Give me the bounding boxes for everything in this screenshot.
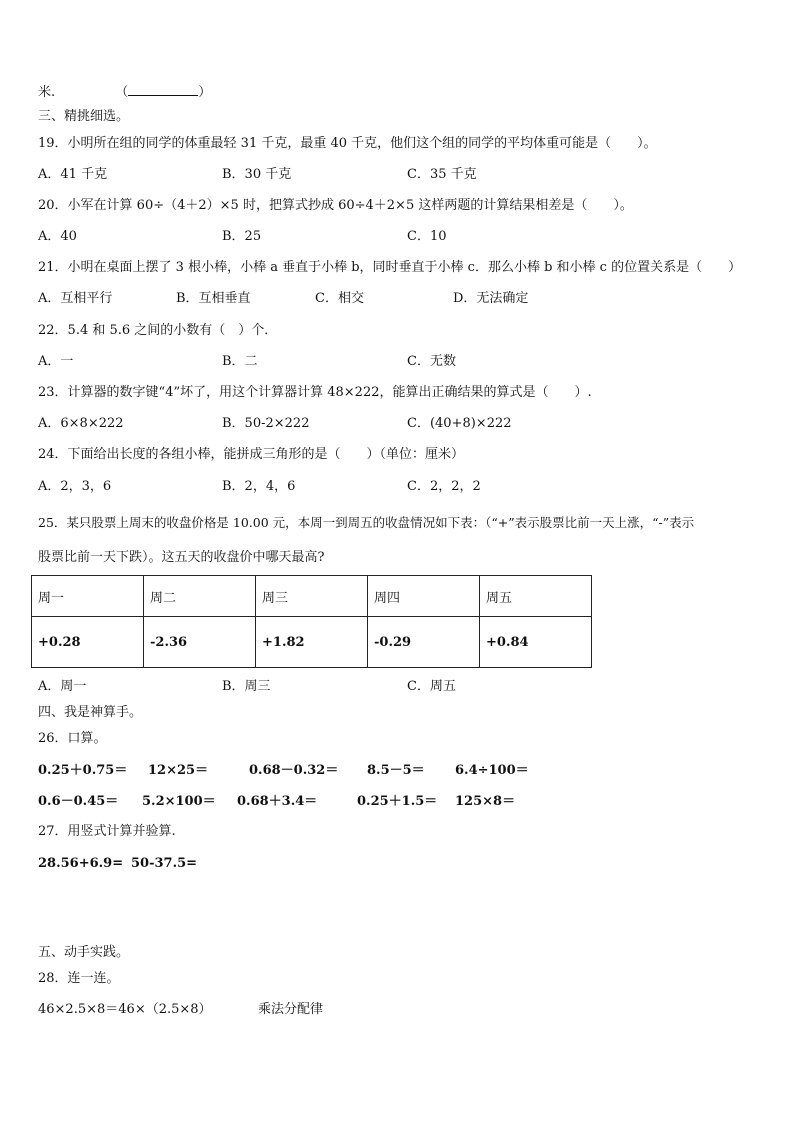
q24-option-c[interactable]: C．2，2，2 [407,479,481,494]
table-header-cell: 周四 [368,576,480,617]
q22-option-b[interactable]: B．二 [222,354,258,369]
section-3-title: 三、精挑细选。 [38,109,130,124]
table-header-cell: 周三 [256,576,368,617]
table-cell: -0.29 [368,617,480,668]
oral-calc-item: 12×25＝ [148,763,209,778]
question-26: 26．口算。 [38,731,107,746]
q22-option-a[interactable]: A．一 [38,354,74,369]
q25-option-b[interactable]: B．周三 [222,679,271,694]
stock-change-table [31,575,592,668]
section-5-title: 五、动手实践。 [38,945,130,960]
q21-option-a[interactable]: A．互相平行 [38,291,113,306]
table-header-cell: 周五 [480,576,592,617]
oral-calc-item: 0.25＋1.5＝ [357,794,438,809]
question-19: 19．小明所在组的同学的体重最轻 31 千克，最重 40 千克，他们这个组的同学的平均体重可能是（ ）。 [38,136,657,151]
oral-calc-item: 0.25＋0.75＝ [38,763,128,778]
table-cell: -2.36 [144,617,256,668]
q24-option-b[interactable]: B．2，4，6 [222,479,296,494]
oral-calc-item: 0.68－0.32＝ [249,763,339,778]
oral-calc-item: 0.68＋3.4＝ [237,794,318,809]
question-25-line-2: 股票比前一天下跌）。这五天的收盘价中哪天最高? [38,550,325,565]
question-27: 27．用竖式计算并验算. [38,824,176,839]
close-paren: ） [198,85,212,100]
table-cell: +1.82 [256,617,368,668]
question-23: 23．计算器的数字键“4”坏了，用这个计算器计算 48×222，能算出正确结果的算式是（ ）. [38,385,592,400]
continued-text: 米. [38,85,56,100]
q21-option-c[interactable]: C．相交 [315,291,364,306]
q20-option-b[interactable]: B．25 [222,229,262,244]
vertical-calc-item: 50-37.5= [131,856,198,871]
table-header-cell: 周二 [144,576,256,617]
answer-blank[interactable] [128,82,198,96]
q20-option-c[interactable]: C．10 [407,229,447,244]
question-28: 28．连一连。 [38,971,120,986]
q20-option-a[interactable]: A．40 [38,229,77,244]
question-22: 22．5.4 和 5.6 之间的小数有（ ）个． [38,323,278,338]
match-left-expression[interactable]: 46×2.5×8＝46×（2.5×8） [38,1002,212,1017]
table-cell: +0.84 [480,617,592,668]
table-cell: +0.28 [32,617,144,668]
oral-calc-item: 6.4÷100＝ [455,763,529,778]
question-24: 24．下面给出长度的各组小棒，能拼成三角形的是（ ）（单位：厘米） [38,447,465,462]
oral-calc-item: 5.2×100＝ [142,794,216,809]
q23-option-c[interactable]: C．(40+8)×222 [407,416,512,431]
section-4-title: 四、我是神算手。 [38,705,143,720]
table-header-row [32,576,592,617]
continued-line [38,82,211,102]
question-20: 20．小军在计算 60÷（4＋2）×5 时，把算式抄成 60÷4＋2×5 这样两题的计算结果相差是（ ）。 [38,198,633,213]
q23-option-a[interactable]: A．6×8×222 [38,416,124,431]
q19-option-c[interactable]: C．35 千克 [407,167,477,182]
q24-option-a[interactable]: A．2，3，6 [38,479,112,494]
question-21: 21．小明在桌面上摆了 3 根小棒，小棒 a 垂直于小棒 b，同时垂直于小棒 c．那么小棒 b 和小棒 c 的位置关系是（ ） [38,260,742,275]
table-header-cell: 周一 [32,576,144,617]
q23-option-b[interactable]: B．50-2×222 [222,416,310,431]
vertical-calc-item: 28.56+6.9= [38,856,124,871]
table-row [32,617,592,668]
oral-calc-item: 8.5－5＝ [367,763,425,778]
q19-option-a[interactable]: A．41 千克 [38,167,108,182]
open-paren: （ [115,85,129,100]
q25-option-a[interactable]: A．周一 [38,679,87,694]
q21-option-d[interactable]: D．无法确定 [453,291,529,306]
q21-option-b[interactable]: B．互相垂直 [176,291,251,306]
oral-calc-item: 125×8＝ [455,794,516,809]
oral-calc-item: 0.6－0.45＝ [38,794,119,809]
match-right-law[interactable]: 乘法分配律 [258,1002,324,1017]
q25-option-c[interactable]: C．周五 [407,679,456,694]
question-25-line-1: 25．某只股票上周末的收盘价格是 10.00 元，本周一到周五的收盘情况如下表：（“+”表示股票比前一天上涨，“-”表示 [38,515,695,530]
q22-option-c[interactable]: C．无数 [407,354,456,369]
q19-option-b[interactable]: B．30 千克 [222,167,292,182]
